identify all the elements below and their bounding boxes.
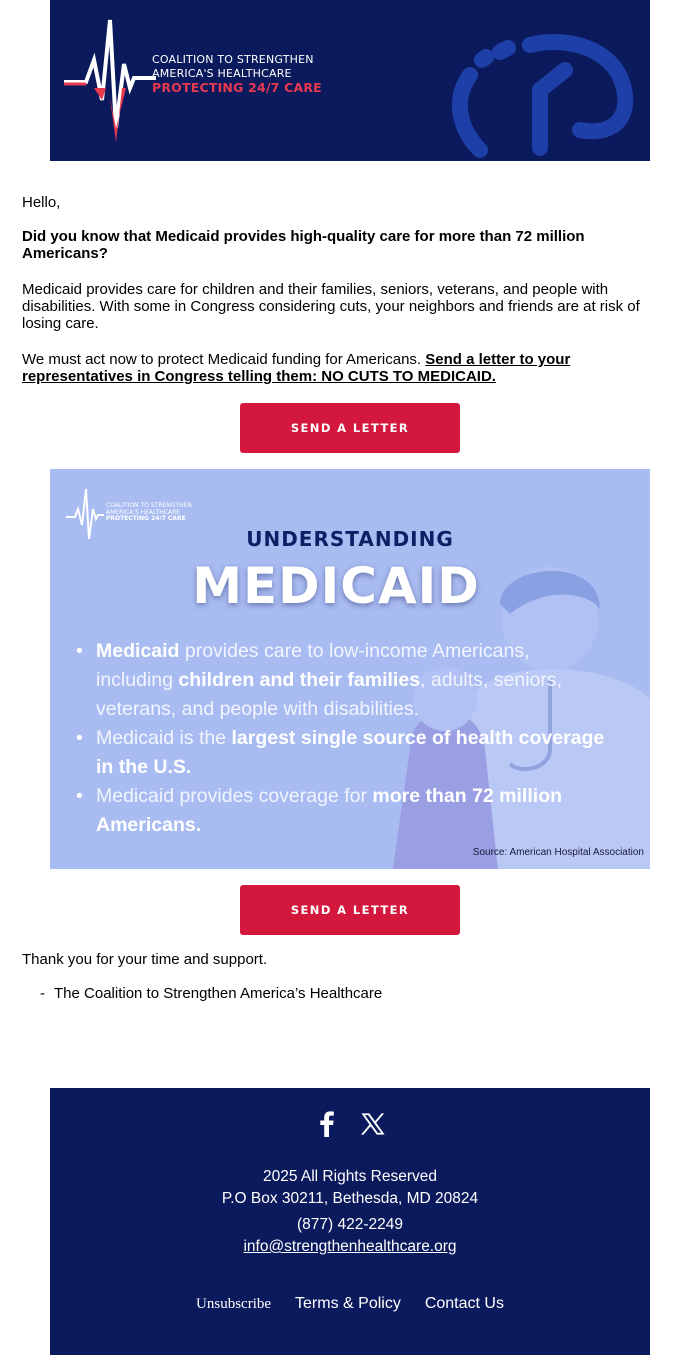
header-banner (50, 0, 650, 161)
greeting: Hello, (22, 194, 61, 211)
send-letter-link[interactable]: Send a letter to your representatives in Congress telling them: NO CUTS TO MEDICAID. (22, 351, 571, 385)
footer-address: P.O Box 30211, Bethesda, MD 20824 (221, 1190, 479, 1207)
intro-question: Did you know that Medicaid provides high-quality care for more than 72 million Americans? (22, 228, 585, 262)
signoff-text: The Coalition to Strengthen America’s Healthcare (54, 985, 383, 1002)
graphic-source: Source: American Hospital Association (472, 847, 644, 858)
graphic-bullet: • Medicaid is the largest single source of health coverage in the U.S. (96, 724, 606, 782)
send-letter-button-bottom[interactable]: SEND A LETTER (240, 885, 460, 935)
terms-policy-link[interactable]: Terms & Policy (295, 1295, 401, 1312)
signoff-dash: - (40, 985, 45, 1002)
header-org-line-2: AMERICA'S HEALTHCARE (152, 67, 292, 80)
send-letter-button-top[interactable]: SEND A LETTER (240, 403, 460, 453)
footer-links (50, 1295, 650, 1313)
signoff (40, 985, 382, 1002)
graphic-org-line-2: AMERICA'S HEALTHCARE (106, 509, 181, 516)
footer-rights: 2025 All Rights Reserved (262, 1168, 438, 1185)
body-paragraph-1: Medicaid provides care for children and their families, seniors, veterans, and people with disabilities. With some in Congress considering cuts, your neighbors and friends are at risk of losing care. (22, 281, 640, 332)
graphic-bullet-list (96, 637, 606, 840)
x-icon[interactable] (361, 1110, 385, 1138)
graphic-bullet: • Medicaid provides care to low-income Americans, including children and their families, adults, seniors, veterans, and people with disabilities. (96, 637, 606, 724)
understanding-medicaid-graphic (50, 469, 650, 869)
body-paragraph-2 (22, 351, 678, 385)
header-tagline: PROTECTING 24/7 CARE (152, 80, 322, 95)
contact-us-link[interactable]: Contact Us (424, 1295, 504, 1312)
social-links (50, 1110, 650, 1138)
clock-heart-art-icon (390, 30, 650, 161)
header-org-line-1: COALITION TO STRENGTHEN (152, 53, 314, 66)
graphic-heading: UNDERSTANDING (246, 527, 454, 551)
facebook-icon[interactable] (315, 1110, 339, 1138)
footer-email-link[interactable]: info@strengthenhealthcare.org (243, 1238, 457, 1255)
heartbeat-logo-icon (64, 18, 156, 142)
graphic-tagline: PROTECTING 24/7 CARE (106, 515, 186, 522)
footer (50, 1088, 650, 1355)
thanks-text: Thank you for your time and support. (22, 951, 268, 968)
graphic-org-line-1: COALITION TO STRENGTHEN (106, 502, 192, 509)
graphic-bullet: • Medicaid provides coverage for more than 72 million Americans. (96, 782, 606, 840)
body-paragraph-2-text: We must act now to protect Medicaid funding for Americans. (22, 351, 422, 368)
graphic-title: MEDICAID (192, 557, 480, 615)
unsubscribe-link[interactable]: Unsubscribe (196, 1296, 272, 1312)
footer-phone: (877) 422-2249 (297, 1216, 403, 1233)
